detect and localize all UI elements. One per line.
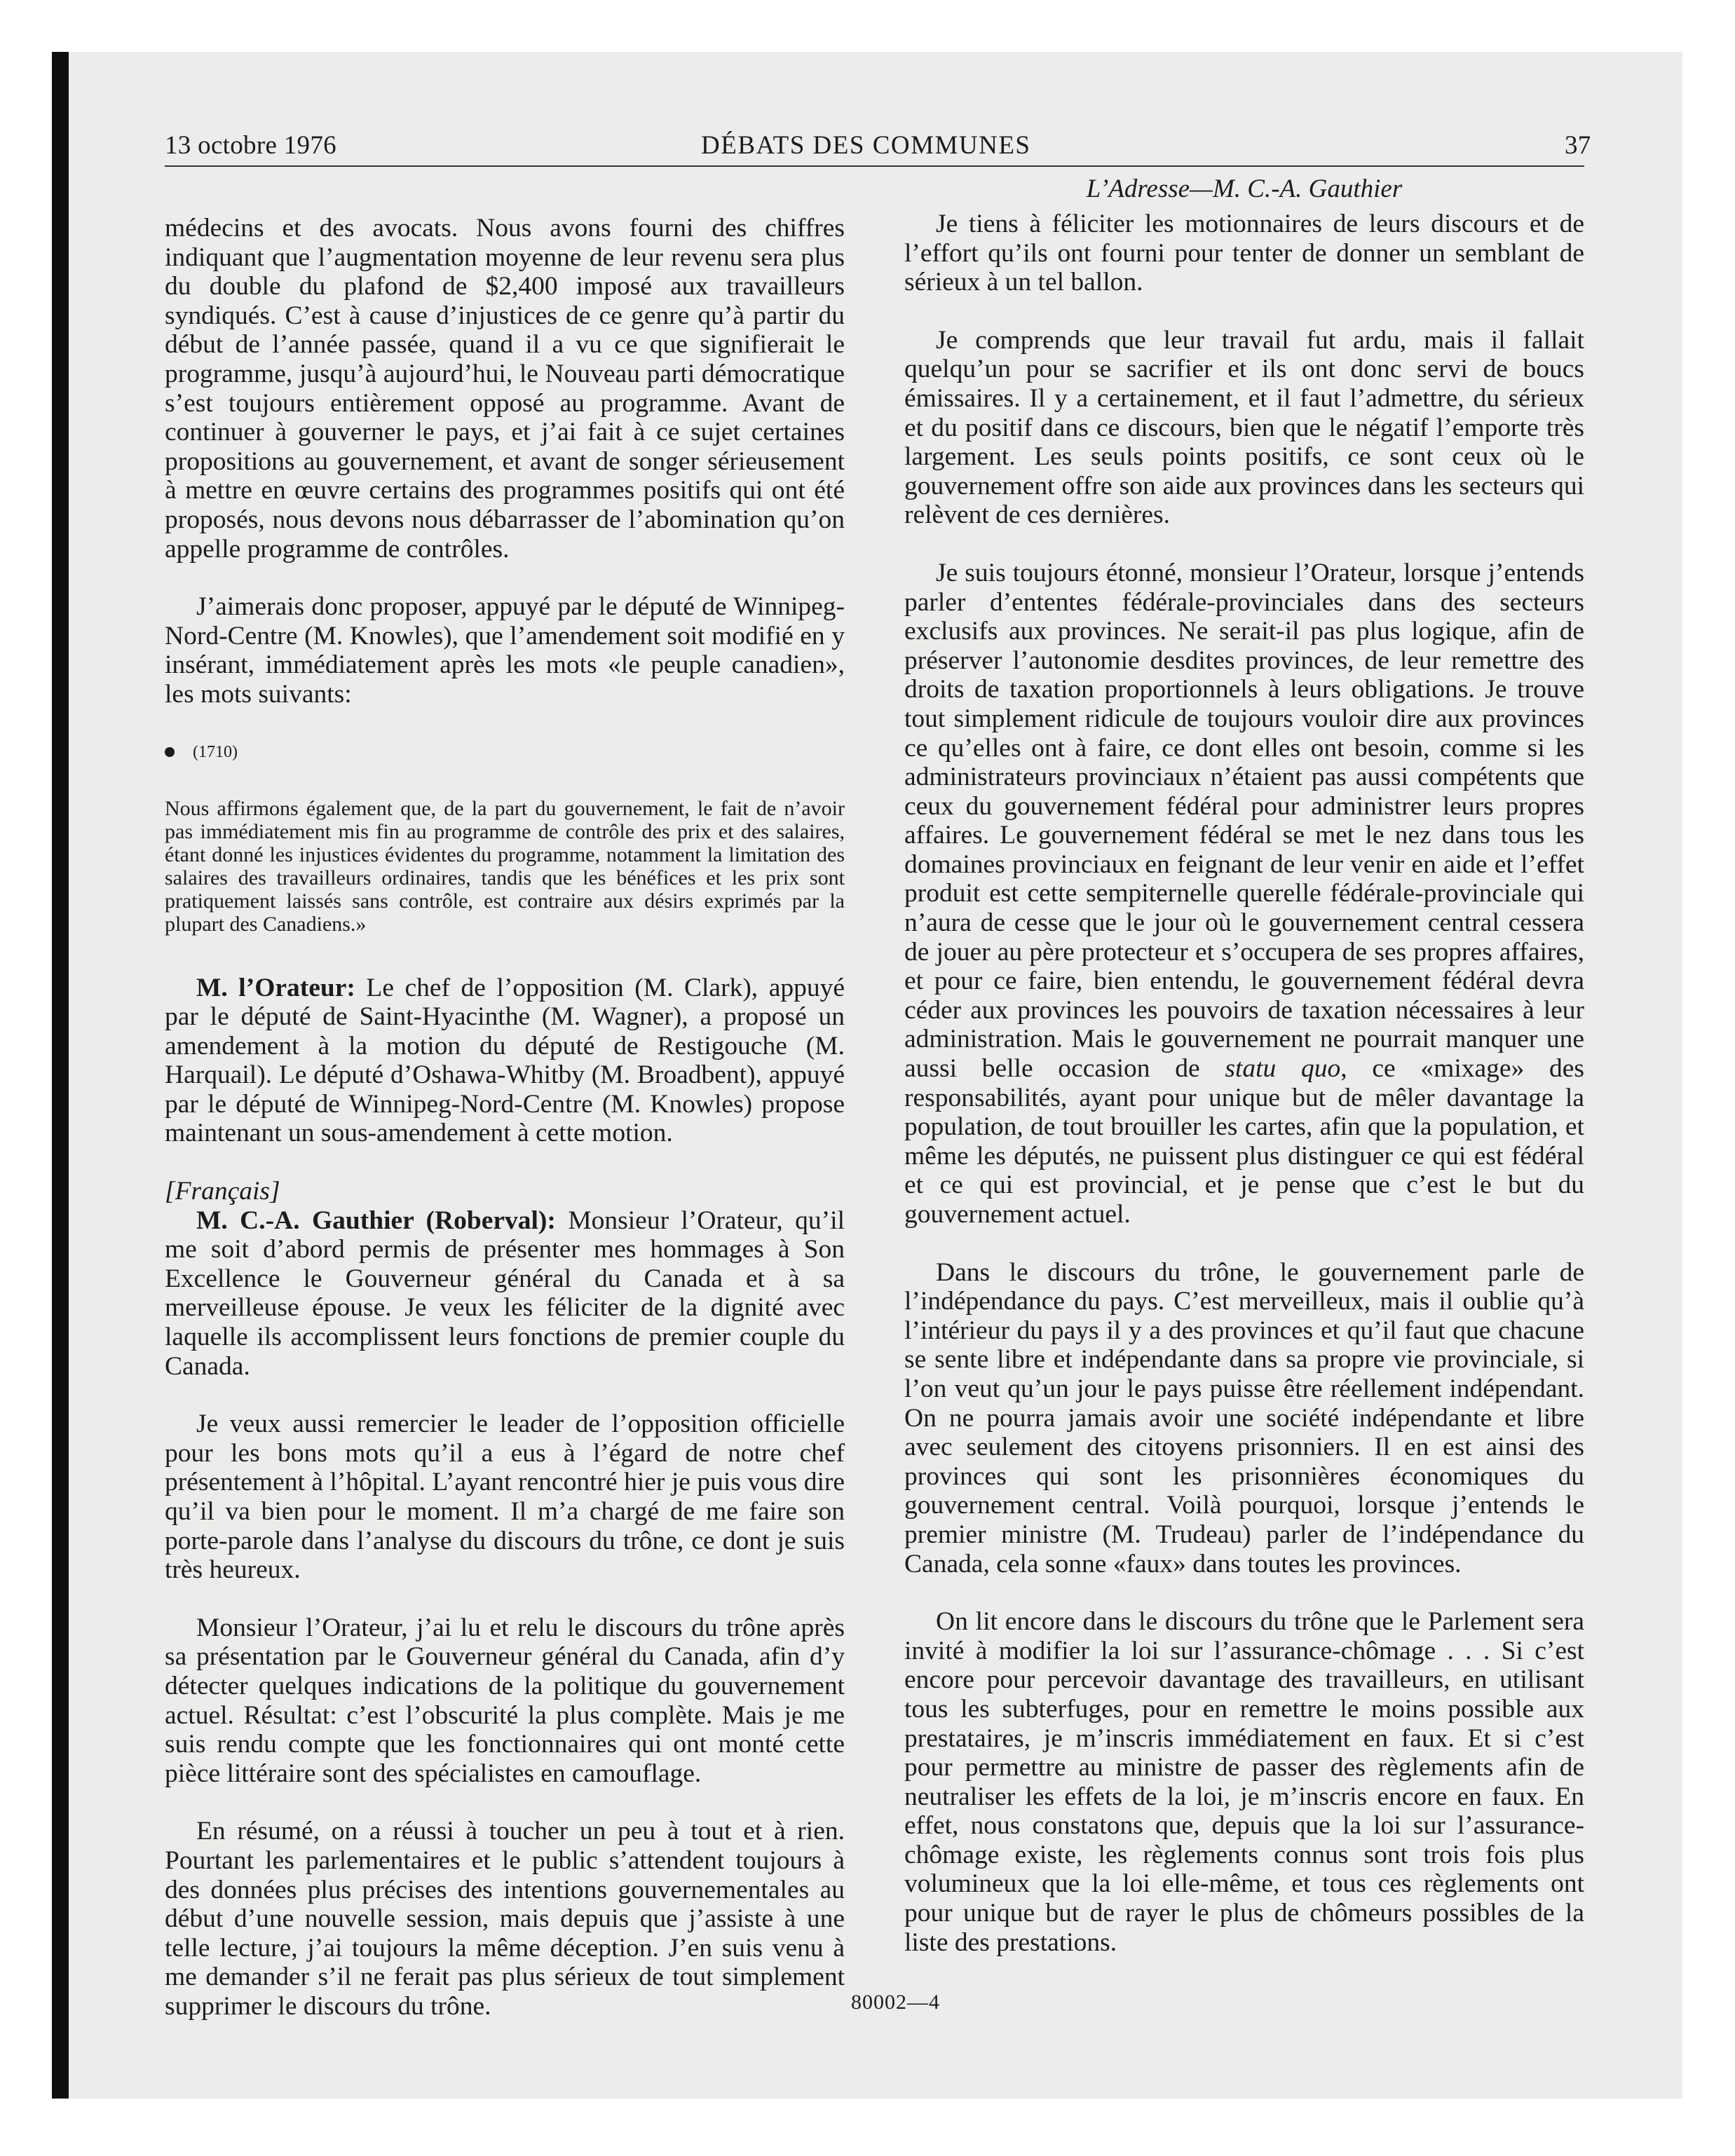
header-rule: [165, 165, 1584, 167]
paragraph: Je tiens à féliciter les motionnaires de leurs discours et de l’effort qu’ils ont fourni pour tenter de donner un semblant de sérieux à un tel ballon.: [904, 210, 1584, 297]
paragraph: médecins et des avocats. Nous avons fourni des chiffres indiquant que l’augmentation moyenne de leur revenu sera plus du double du plafond de $2,400 imposé aux travailleurs syndiqués. C’est à cause d’injustices de ce genre qu’à partir du début de l’année passée, quand il a vu ce que signifierait le programme, jusqu’à aujourd’hui, le Nouveau parti démocratique s’est toujours entièrement opposé au programme. Avant de continuer à gouverner le pays, et j’ai fait à ce sujet certaines propositions au gouvernement, et avant de songer sérieusement à mettre en œuvre certains des programmes positifs qui ont été proposés, nous devons nous débarrasser de l’abomination qu’on appelle programme de contrôles.: [165, 214, 845, 564]
paragraph: Dans le discours du trône, le gouvernement parle de l’indépendance du pays. C’est merveilleux, mais il oublie qu’à l’intérieur du pays il y a des provinces et qu’il faut que chacune se sente libre et indépendante dans sa propre vie provinciale, si l’on veut qu’un jour le pays puisse être réellement indépendant. On ne pourra jamais avoir une société indépendante et libre avec seulement des citoyens prisonniers. Il en est ainsi des provinces qui sont les prisonnières économiques du gouvernement central. Voilà pourquoi, lorsque j’entends le premier ministre (M. Trudeau) parler de l’indépendance du Canada, cela sonne «faux» dans toutes les provinces.: [904, 1257, 1584, 1578]
quoted-subamendment: Nous affirmons également que, de la part du gouvernement, le fait de n’avoir pas immédiatement mis fin au programme de contrôle des prix et des salaires, étant donné les injustices évidentes du programme, notamment la limitation des salaires des travailleurs ordinaires, tandis que les bénéfices et les prix sont pratiquement laissés sans contrôle, est contraire aux désirs exprimés par la plupart des Canadiens.»: [165, 796, 845, 936]
paragraph: En résumé, on a réussi à toucher un peu à tout et à rien. Pourtant les parlementaires et le public s’attendent toujours à des données plus précises des intentions gouvernementales au début d’une nouvelle session, mais depuis que j’assiste à une telle lecture, j’ai toujours la même déception. J’en suis venu à me demander s’il ne ferait pas plus sérieux de tout simplement supprimer le discours du trône.: [165, 1817, 845, 2021]
header-title: DÉBATS DES COMMUNES: [701, 131, 1031, 160]
language-tag: [Français]: [165, 1177, 280, 1206]
paragraph: [165, 1206, 845, 1381]
speech-text: Je suis toujours étonné, monsieur l’Orateur, lorsque j’entends parler d’ententes fédérale-provinciales dans des secteurs exclusifs aux provinces. Ne serait-il pas plus logique, afin de préserver l’autonomie desdites provinces, de leur remettre des droits de taxation proportionnels à leurs obligations. Je trouve tout simplement ridicule de toujours vouloir dire aux provinces ce qu’elles ont à faire, ce dont elles ont besoin, comme si les administrateurs provinciaux n’étaient pas aussi compétents que ceux du gouvernement fédéral pour administrer leurs propres affaires. Le gouvernement fédéral se met le nez dans tous les domaines provinciaux en feignant de leur venir en aide et l’effet produit est cette sempiternelle querelle fédérale-provinciale qui n’aura de cesse que le jour où le gouvernement central cessera de jouer au père protecteur et s’occupera de ses propres affaires, et pour ce faire, bien entendu, le gouvernement fédéral devra céder aux provinces les pouvoirs de taxation nécessaires à leur administration. Mais le gouvernement ne pourrait manquer une aussi belle occasion de: [904, 558, 1584, 1084]
speech-text: Le chef de l’opposition (M. Clark), appuyé par le député de Saint-Hyacinthe (M. Wagner), a proposé un amendement à la motion du député de Restigouche (M. Harquail). Le député d’Oshawa-Whitby (M. Broadbent), appuyé par le député de Winnipeg-Nord-Centre (M. Knowles) propose maintenant un sous-amendement à cette motion.: [165, 973, 845, 1148]
running-head: L’Adresse—M. C.-A. Gauthier: [1086, 175, 1403, 203]
paragraph: [165, 974, 845, 1149]
left-column: [165, 214, 845, 2050]
paragraph: Je comprends que leur travail fut ardu, mais il fallait quelqu’un pour se sacrifier et ils ont donc servi de boucs émissaires. Il y a certainement, et il faut l’admettre, du sérieux et du positif dans ce discours, bien que le négatif l’emporte très largement. Les seuls points positifs, ce sont ceux où le gouvernement offre son aide aux provinces dans les secteurs qui relèvent de ces dernières.: [904, 325, 1584, 530]
paragraph: On lit encore dans le discours du trône que le Parlement sera invité à modifier la loi sur l’assurance-chômage . . . Si c’est encore pour percevoir davantage des travailleurs, en utilisant tous les subterfuges, pour en remettre le moins possible aux prestataires, je m’inscris immédiatement en faux. Et si c’est pour permettre au ministre de passer des règlements afin de neutraliser les effets de la loi, je m’inscris encore en faux. En effet, nous constatons que, depuis que la loi sur l’assurance-chômage existe, les règlements connus sont trois fois plus volumineux que la loi elle-même, et tous ces règlements ont pour unique but de rayer le plus de chômeurs possibles de la liste des prestations.: [904, 1607, 1584, 1957]
paragraph: [904, 559, 1584, 1229]
latin-phrase: statu quo: [1225, 1054, 1341, 1084]
header-date: 13 octobre 1976: [165, 131, 336, 160]
paragraph: Je veux aussi remercier le leader de l’opposition officielle pour les bons mots qu’il a eus à l’égard de notre chef présentement à l’hôpital. L’ayant rencontré hier je puis vous dire qu’il va bien pour le moment. Il m’a chargé de me faire son porte-parole dans l’analyse du discours du trône, ce dont je suis très heureux.: [165, 1410, 845, 1585]
time-marker: [165, 743, 845, 762]
time-marker-label: (1710): [193, 742, 238, 761]
paragraph: Monsieur l’Orateur, j’ai lu et relu le discours du trône après sa présentation par le Gouverneur général du Canada, afin d’y détecter quelques indications de la politique du gouvernement actuel. Résultat: c’est l’obscurité la plus complète. Mais je me suis rendu compte que les fonctionnaires qui ont monté cette pièce littéraire sont des spécialistes en camouflage.: [165, 1613, 845, 1788]
right-column: [904, 174, 1584, 1986]
bullet-icon: [165, 747, 175, 757]
footer-code: 80002—4: [851, 1991, 940, 2014]
speech-text: Monsieur l’Orateur, qu’il me soit d’abord permis de présenter mes hommages à Son Excellence le Gouverneur général du Canada et à sa merveilleuse épouse. Je veux les féliciter de la dignité avec laquelle ils accomplissent leurs fonctions de premier couple du Canada.: [165, 1206, 845, 1381]
page-binding-edge: [52, 52, 69, 2099]
speaker-name: M. l’Orateur:: [196, 973, 355, 1002]
speaker-name: M. C.-A. Gauthier (Roberval):: [196, 1206, 556, 1235]
header-page-number: 37: [1565, 131, 1591, 160]
paragraph: J’aimerais donc proposer, appuyé par le député de Winnipeg-Nord-Centre (M. Knowles), que l’amendement soit modifié en y insérant, immédiatement après les mots «le peuple canadien», les mots suivants:: [165, 592, 845, 709]
speech-text: , ce «mixage» des responsabilités, ayant pour unique but de mêler davantage la population, de tout brouiller les cartes, afin que la population, et même les députés, ne puissent plus distinguer ce qui est fédéral et ce qui est provincial, et je pense que c’est le but du gouvernement actuel.: [904, 1054, 1585, 1229]
